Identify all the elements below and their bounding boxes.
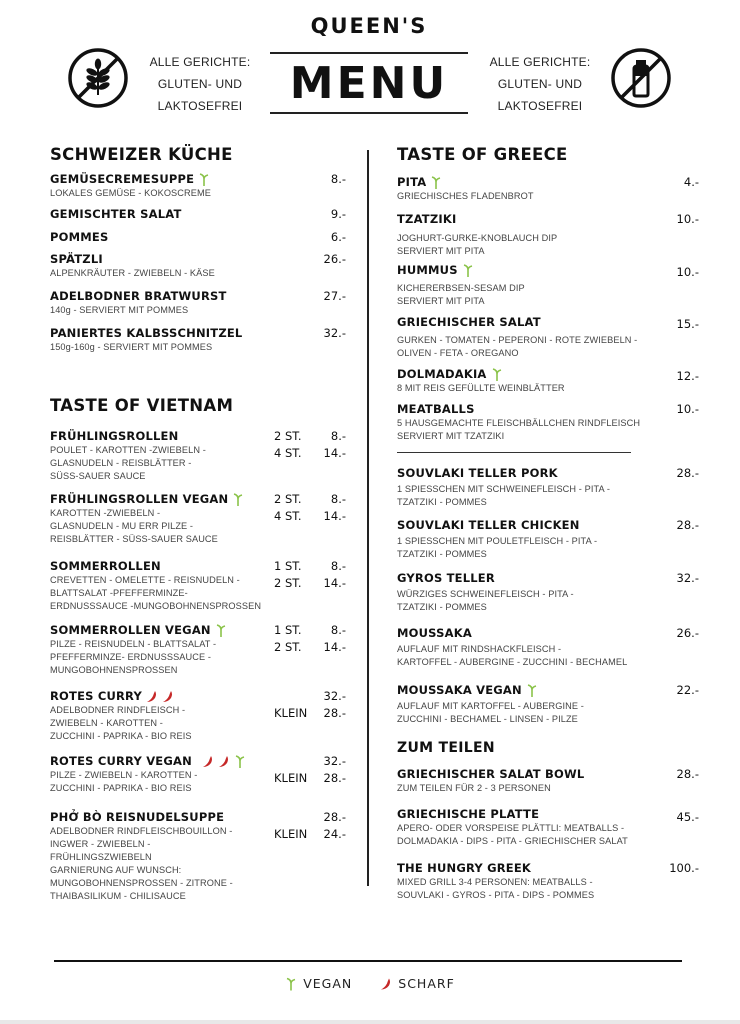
- portion-size: 4 ST.: [274, 509, 302, 523]
- item-description: OLIVEN - FETA - OREGANO: [397, 348, 519, 358]
- item-name: PHỞ BÒ REISNUDELSUPPE: [50, 810, 225, 824]
- item-description: SERVIERT MIT PITA: [397, 296, 485, 306]
- item-description: ZUCCHINI - BECHAMEL - LINSEN - PILZE: [397, 714, 578, 724]
- vegan-sprout-icon: [491, 368, 503, 381]
- menu-item: [397, 625, 699, 669]
- item-description: MUNGOBOHNENSPROSSEN - ZITRONE -: [50, 878, 233, 888]
- item-price: 10.-: [676, 265, 699, 279]
- item-price: 28.-: [323, 706, 346, 720]
- item-name: MOUSSAKA VEGAN: [397, 683, 522, 697]
- item-name: MEATBALLS: [397, 402, 475, 416]
- item-price: 14.-: [323, 446, 346, 460]
- item-description: 1 SPIESSCHEN MIT POULETFLEISCH - PITA -: [397, 536, 598, 546]
- menu-item: [397, 174, 699, 203]
- item-prices: [266, 809, 346, 843]
- legend-vegan: [285, 976, 352, 991]
- portion-size: 4 ST.: [274, 446, 302, 460]
- item-price: 32.-: [323, 754, 346, 768]
- chili-pepper-icon: [202, 755, 214, 768]
- item-price: 15.-: [676, 317, 699, 331]
- item-description: PILZE - ZWIEBELN - KAROTTEN -: [50, 770, 198, 780]
- item-price: 100.-: [669, 861, 699, 875]
- menu-item: [397, 262, 699, 308]
- section-title-taste-of-vietnam: TASTE OF VIETNAM: [50, 396, 234, 415]
- restaurant-name: QUEEN'S: [310, 14, 428, 38]
- item-name: ROTES CURRY: [50, 689, 143, 703]
- footer-divider: [54, 960, 682, 962]
- item-price: 14.-: [323, 576, 346, 590]
- item-price: 22.-: [676, 683, 699, 697]
- lactose-free-icon: [610, 47, 672, 109]
- legend-label: VEGAN: [303, 976, 353, 991]
- item-price: 8.-: [330, 559, 346, 573]
- item-description: KARTOFFEL - AUBERGINE - ZUCCHINI - BECHAMEL: [397, 657, 628, 667]
- item-description: 5 HAUSGEMACHTE FLEISCHBÄLLCHEN RINDFLEISCH: [397, 418, 641, 428]
- section-title-zum-teilen: ZUM TEILEN: [397, 740, 495, 756]
- item-price: 32.-: [323, 326, 346, 340]
- menu-item: [50, 206, 346, 222]
- menu-item: [50, 288, 346, 317]
- item-name: TZATZIKI: [397, 212, 457, 226]
- item-name: THE HUNGRY GREEK: [397, 861, 532, 875]
- legend-scharf: [380, 976, 455, 991]
- item-name: DOLMADAKIA: [397, 367, 487, 381]
- menu-item: [397, 570, 699, 614]
- item-description: GRIECHISCHES FLADENBROT: [397, 191, 534, 201]
- title-rule-bottom: [270, 112, 468, 114]
- item-description: ADELBODNER RINDFLEISCH -: [50, 705, 186, 715]
- menu-item: [397, 860, 699, 902]
- menu-item: [397, 211, 699, 258]
- item-name: GRIECHISCHE PLATTE: [397, 807, 540, 821]
- gluten-free-icon: [67, 47, 129, 109]
- portion-size: 1 ST.: [274, 559, 302, 573]
- item-description: REISBLÄTTER - SÜSS-SAUER SAUCE: [50, 534, 218, 544]
- menu-item: [397, 401, 699, 443]
- item-prices: [246, 622, 346, 656]
- notice-line: LAKTOSEFREI: [497, 99, 583, 113]
- item-name: SOMMERROLLEN VEGAN: [50, 623, 211, 637]
- item-description: CREVETTEN - OMELETTE - REISNUDELN -: [50, 575, 240, 585]
- item-price: 10.-: [676, 402, 699, 416]
- item-description: 1 SPIESSCHEN MIT SCHWEINEFLEISCH - PITA -: [397, 484, 611, 494]
- menu-item: [397, 465, 699, 509]
- section-title-schweizer-kueche: SCHWEIZER KÜCHE: [50, 145, 233, 164]
- item-name: GEMISCHTER SALAT: [50, 207, 182, 221]
- item-description: FRÜHLINGSZWIEBELN: [50, 852, 152, 862]
- item-description: 8 MIT REIS GEFÜLLTE WEINBLÄTTER: [397, 383, 565, 393]
- item-name: ADELBODNER BRATWURST: [50, 289, 227, 303]
- portion-size: KLEIN: [274, 706, 308, 720]
- item-description: KAROTTEN -ZWIEBELN -: [50, 508, 161, 518]
- item-description: KICHERERBSEN-SESAM DIP: [397, 283, 525, 293]
- menu-item: [50, 171, 346, 200]
- item-description: DOLMADAKIA - DIPS - PITA - GRIECHISCHER SALAT: [397, 836, 628, 846]
- item-price: 14.-: [323, 640, 346, 654]
- title-rule-top: [270, 52, 468, 54]
- portion-size: [274, 753, 314, 770]
- menu-item: [397, 682, 699, 726]
- item-price: 24.-: [323, 827, 346, 841]
- item-price: 8.-: [330, 429, 346, 443]
- portion-size: KLEIN: [274, 771, 308, 785]
- item-price: 26.-: [323, 252, 346, 266]
- item-description: PFEFFERMINZE- ERDNUSSSAUCE -: [50, 652, 212, 662]
- item-price: 28.-: [676, 767, 699, 781]
- item-description: APERO- ODER VORSPEISE PLÄTTLI: MEATBALLS -: [397, 823, 625, 833]
- portion-size: 2 ST.: [274, 492, 302, 506]
- item-description: ZUCCHINI - PAPRIKA - BIO REIS: [50, 731, 192, 741]
- menu-item: [50, 491, 346, 546]
- item-name: FRÜHLINGSROLLEN: [50, 429, 179, 443]
- menu-item: [397, 314, 699, 360]
- gluten-lactose-notice-left: [140, 51, 260, 117]
- item-description: INGWER - ZWIEBELN -: [50, 839, 151, 849]
- item-price: 4.-: [683, 175, 699, 189]
- item-description: BLATTSALAT -PFEFFERMINZE-: [50, 588, 188, 598]
- item-prices: [246, 428, 346, 462]
- vegan-sprout-icon: [198, 173, 210, 186]
- item-description: AUFLAUF MIT RINDSHACKFLEISCH -: [397, 644, 562, 654]
- portion-size: 2 ST.: [274, 576, 302, 590]
- item-price: 27.-: [323, 289, 346, 303]
- item-price: 14.-: [323, 509, 346, 523]
- page-edge: [0, 1020, 740, 1024]
- portion-size: 2 ST.: [274, 640, 302, 654]
- item-price: 28.-: [676, 466, 699, 480]
- item-description: LOKALES GEMÜSE - KOKOSCREME: [50, 188, 211, 198]
- item-name: GRIECHISCHER SALAT BOWL: [397, 767, 585, 781]
- vegan-sprout-icon: [462, 264, 474, 277]
- item-name: PITA: [397, 175, 427, 189]
- menu-item: [50, 558, 346, 613]
- item-description: TZATZIKI - POMMES: [397, 549, 487, 559]
- legend-label: SCHARF: [398, 976, 455, 991]
- menu-item: [397, 517, 699, 561]
- item-description: ADELBODNER RINDFLEISCHBOUILLON -: [50, 826, 233, 836]
- menu-item: [50, 753, 346, 795]
- item-prices: [266, 688, 346, 722]
- chili-pepper-icon: [162, 690, 174, 703]
- vegan-sprout-icon: [232, 493, 244, 506]
- chili-pepper-icon: [218, 755, 230, 768]
- menu-item: [50, 428, 346, 483]
- page-title: MENU: [289, 58, 449, 109]
- item-name: HUMMUS: [397, 263, 458, 277]
- item-description: SOUVLAKI - GYROS - PITA - DIPS - POMMES: [397, 890, 595, 900]
- item-name: SPÄTZLI: [50, 252, 103, 266]
- item-price: 32.-: [323, 689, 346, 703]
- portion-size: [274, 688, 314, 705]
- item-description: GLASNUDELN - MU ERR PILZE -: [50, 521, 194, 531]
- notice-line: ALLE GERICHTE:: [149, 55, 251, 69]
- chili-pepper-icon: [380, 977, 392, 990]
- item-price: 8.-: [330, 172, 346, 186]
- item-description: ZUM TEILEN FÜR 2 - 3 PERSONEN: [397, 783, 551, 793]
- menu-item: [50, 325, 346, 354]
- item-name: PANIERTES KALBSSCHNITZEL: [50, 326, 243, 340]
- item-price: 9.-: [330, 207, 346, 221]
- item-description: WÜRZIGES SCHWEINEFLEISCH - PITA -: [397, 589, 574, 599]
- item-name: GYROS TELLER: [397, 571, 495, 585]
- item-name: SOMMERROLLEN: [50, 559, 161, 573]
- item-description: SERVIERT MIT TZATZIKI: [397, 431, 505, 441]
- item-price: 28.-: [676, 518, 699, 532]
- item-description: MUNGOBOHNENSPROSSEN: [50, 665, 178, 675]
- portion-size: KLEIN: [274, 827, 308, 841]
- item-prices: [246, 558, 346, 592]
- section-divider: [397, 452, 631, 453]
- item-description: 140g - SERVIERT MIT POMMES: [50, 305, 189, 315]
- notice-line: LAKTOSEFREI: [157, 99, 243, 113]
- menu-item: [397, 366, 699, 395]
- item-price: 12.-: [676, 369, 699, 383]
- item-description: ZWIEBELN - KAROTTEN -: [50, 718, 163, 728]
- notice-line: ALLE GERICHTE:: [489, 55, 591, 69]
- item-name: MOUSSAKA: [397, 626, 472, 640]
- item-description: TZATZIKI - POMMES: [397, 602, 487, 612]
- item-name: GEMÜSECREMESUPPE: [50, 172, 195, 186]
- item-price: 10.-: [676, 212, 699, 226]
- vegan-sprout-icon: [526, 684, 538, 697]
- item-prices: [246, 491, 346, 525]
- menu-item: [50, 622, 346, 677]
- item-name: GRIECHISCHER SALAT: [397, 315, 541, 329]
- item-description: 150g-160g - SERVIERT MIT POMMES: [50, 342, 213, 352]
- item-description: GLASNUDELN - REISBLÄTTER -: [50, 458, 192, 468]
- item-price: 26.-: [676, 626, 699, 640]
- item-price: 8.-: [330, 492, 346, 506]
- item-prices: [266, 753, 346, 787]
- item-name: SOUVLAKI TELLER CHICKEN: [397, 518, 580, 532]
- item-price: 8.-: [330, 623, 346, 637]
- item-description: THAIBASILIKUM - CHILISAUCE: [50, 891, 186, 901]
- item-price: 28.-: [323, 771, 346, 785]
- chili-pepper-icon: [146, 690, 158, 703]
- vegan-sprout-icon: [215, 624, 227, 637]
- menu-item: [397, 806, 699, 848]
- item-price: 6.-: [330, 230, 346, 244]
- portion-size: 2 ST.: [274, 429, 302, 443]
- item-price: 28.-: [323, 810, 346, 824]
- menu-item: [397, 766, 699, 795]
- menu-item: [50, 809, 346, 903]
- item-price: 45.-: [676, 810, 699, 824]
- portion-size: 1 ST.: [274, 623, 302, 637]
- item-description: GURKEN - TOMATEN - PEPERONI - ROTE ZWIEBELN -: [397, 335, 638, 345]
- column-divider: [367, 150, 369, 886]
- gluten-lactose-notice-right: [480, 51, 600, 117]
- item-description: JOGHURT-GURKE-KNOBLAUCH DIP: [397, 233, 558, 243]
- menu-header: [0, 0, 740, 130]
- vegan-sprout-icon: [430, 176, 442, 189]
- notice-line: GLUTEN- UND: [157, 77, 243, 91]
- item-name: ROTES CURRY VEGAN: [50, 754, 192, 768]
- item-name: POMMES: [50, 230, 109, 244]
- item-description: TZATZIKI - POMMES: [397, 497, 487, 507]
- item-description: ZUCCHINI - PAPRIKA - BIO REIS: [50, 783, 192, 793]
- menu-item: [50, 251, 346, 280]
- item-description: ALPENKRÄUTER - ZWIEBELN - KÄSE: [50, 268, 215, 278]
- item-description: GARNIERUNG AUF WUNSCH:: [50, 865, 182, 875]
- item-description: POULET - KAROTTEN -ZWIEBELN -: [50, 445, 206, 455]
- legend: [0, 976, 740, 991]
- menu-item: [50, 229, 346, 245]
- item-description: MIXED GRILL 3-4 PERSONEN: MEATBALLS -: [397, 877, 593, 887]
- item-description: SÜSS-SAUER SAUCE: [50, 471, 146, 481]
- item-description: AUFLAUF MIT KARTOFFEL - AUBERGINE -: [397, 701, 584, 711]
- item-price: 32.-: [676, 571, 699, 585]
- section-title-taste-of-greece: TASTE OF GREECE: [397, 145, 568, 164]
- item-description: ERDNUSSSAUCE -MUNGOBOHNENSPROSSEN: [50, 601, 262, 611]
- item-description: PILZE - REISNUDELN - BLATTSALAT -: [50, 639, 217, 649]
- vegan-sprout-icon: [285, 977, 297, 990]
- vegan-sprout-icon: [234, 755, 246, 768]
- item-name: SOUVLAKI TELLER PORK: [397, 466, 558, 480]
- item-name: FRÜHLINGSROLLEN VEGAN: [50, 492, 229, 506]
- notice-line: GLUTEN- UND: [497, 77, 583, 91]
- item-description: SERVIERT MIT PITA: [397, 246, 485, 256]
- menu-item: [50, 688, 346, 743]
- portion-size: [274, 809, 314, 826]
